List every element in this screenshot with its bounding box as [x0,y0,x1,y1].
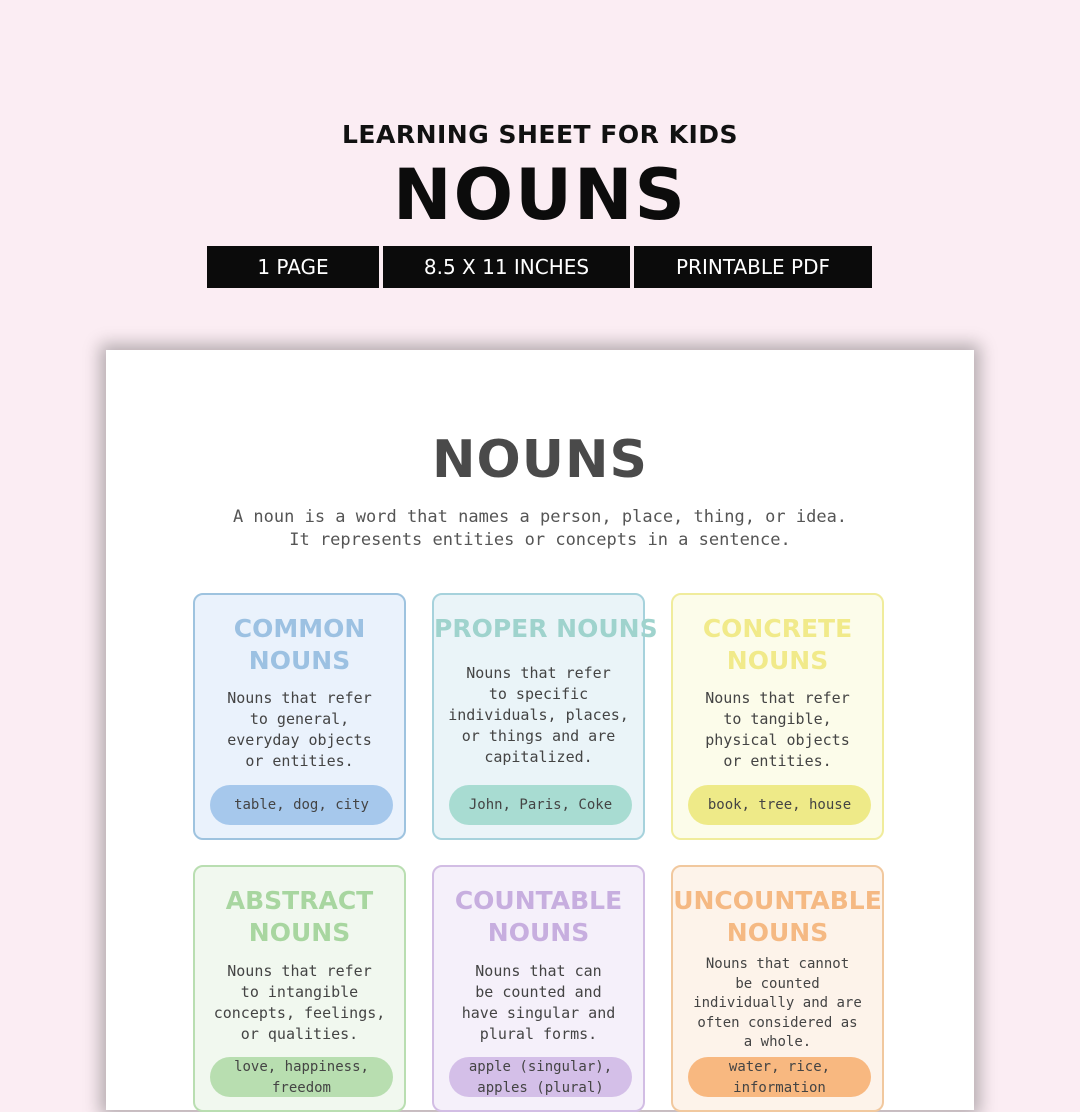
card-title-line: NOUNS [726,646,829,675]
definition-line: to tangible, [723,710,832,728]
worksheet-preview [106,350,974,1110]
example-text: book, tree, house [707,797,852,813]
example-pill [210,1057,393,1097]
definition-line: or entities. [245,752,354,770]
definition-line: or qualities. [240,1025,359,1043]
sheet-kicker: LEARNING SHEET FOR KIDS [341,120,739,149]
product-title: NOUNS [393,154,687,236]
card-definition [440,663,637,768]
card-title [673,885,882,949]
definition-line: Nouns that can [475,962,602,980]
card-title [434,613,658,645]
card-title-line: UNCOUNTABLE [673,886,882,915]
example-pill [449,785,632,825]
definition-line: Nouns that refer [705,689,850,707]
countable-nouns-card [432,865,645,1112]
example-text: freedom [271,1080,331,1096]
definition-line: or entities. [723,752,832,770]
example-pill [449,1057,632,1097]
abstract-nouns-card [193,865,406,1112]
definition-line: to intangible [240,983,359,1001]
card-title [673,613,882,677]
worksheet-description [106,506,974,552]
definition-line: Nouns that cannot [705,956,850,972]
example-text: table, dog, city [234,797,369,813]
description-line: A noun is a word that names a person, place, thing, or idea. [232,507,848,527]
definition-line: everyday objects [227,731,372,749]
example-text: love, happiness, [234,1059,369,1075]
card-definition [440,961,637,1045]
description-line: It represents entities or concepts in a sentence. [289,530,791,550]
example-pill [688,1057,871,1097]
spec-bar [207,246,872,288]
definition-line: to specific [488,685,589,703]
card-title [195,613,404,677]
card-title-line: ABSTRACT [225,886,374,915]
uncountable-nouns-card [671,865,884,1112]
card-title-line: NOUNS [487,918,590,947]
proper-nouns-card [432,593,658,840]
definition-line: or things and are [461,727,616,745]
worksheet-title: NOUNS [432,430,648,490]
example-text: water, rice, [728,1059,831,1075]
card-title-line: COMMON [233,614,366,643]
definition-line: a whole. [743,1034,812,1050]
example-text: information [733,1080,826,1096]
definition-line: be counted [735,975,820,992]
card-title [434,885,643,949]
card-definition [679,688,876,772]
card-title-line: COUNTABLE [454,886,623,915]
card-definition [201,961,398,1045]
definition-line: Nouns that refer [227,962,372,980]
example-text: John, Paris, Coke [468,797,613,813]
definition-line: be counted and [475,983,602,1001]
definition-line: plural forms. [479,1025,598,1043]
definition-line: capitalized. [484,748,593,766]
spec-pages: 1 PAGE [207,246,379,288]
card-title-line: CONCRETE [702,614,853,643]
card-definition [201,688,398,772]
card-title-line: NOUNS [726,918,829,947]
common-nouns-card [193,593,406,840]
definition-line: individuals, places, [448,706,629,724]
card-title-line: NOUNS [248,918,351,947]
card-definition [679,955,876,1053]
example-pill [688,785,871,825]
definition-line: often considered as [697,1014,858,1031]
example-pill [210,785,393,825]
definition-line: have singular and [461,1004,616,1022]
concrete-nouns-card [671,593,884,840]
spec-format: PRINTABLE PDF [634,246,872,288]
definition-line: to general, [249,710,350,728]
example-text: apples (plural) [477,1080,604,1096]
card-title [195,885,404,949]
definition-line: Nouns that refer [466,664,611,682]
definition-line: physical objects [705,731,850,749]
example-text: apple (singular), [468,1059,613,1075]
spec-size: 8.5 X 11 INCHES [383,246,630,288]
definition-line: Nouns that refer [227,689,372,707]
definition-line: individually and are [693,995,862,1011]
card-title-line: PROPER NOUNS [434,614,658,643]
card-title-line: NOUNS [248,646,351,675]
definition-line: concepts, feelings, [213,1004,386,1022]
